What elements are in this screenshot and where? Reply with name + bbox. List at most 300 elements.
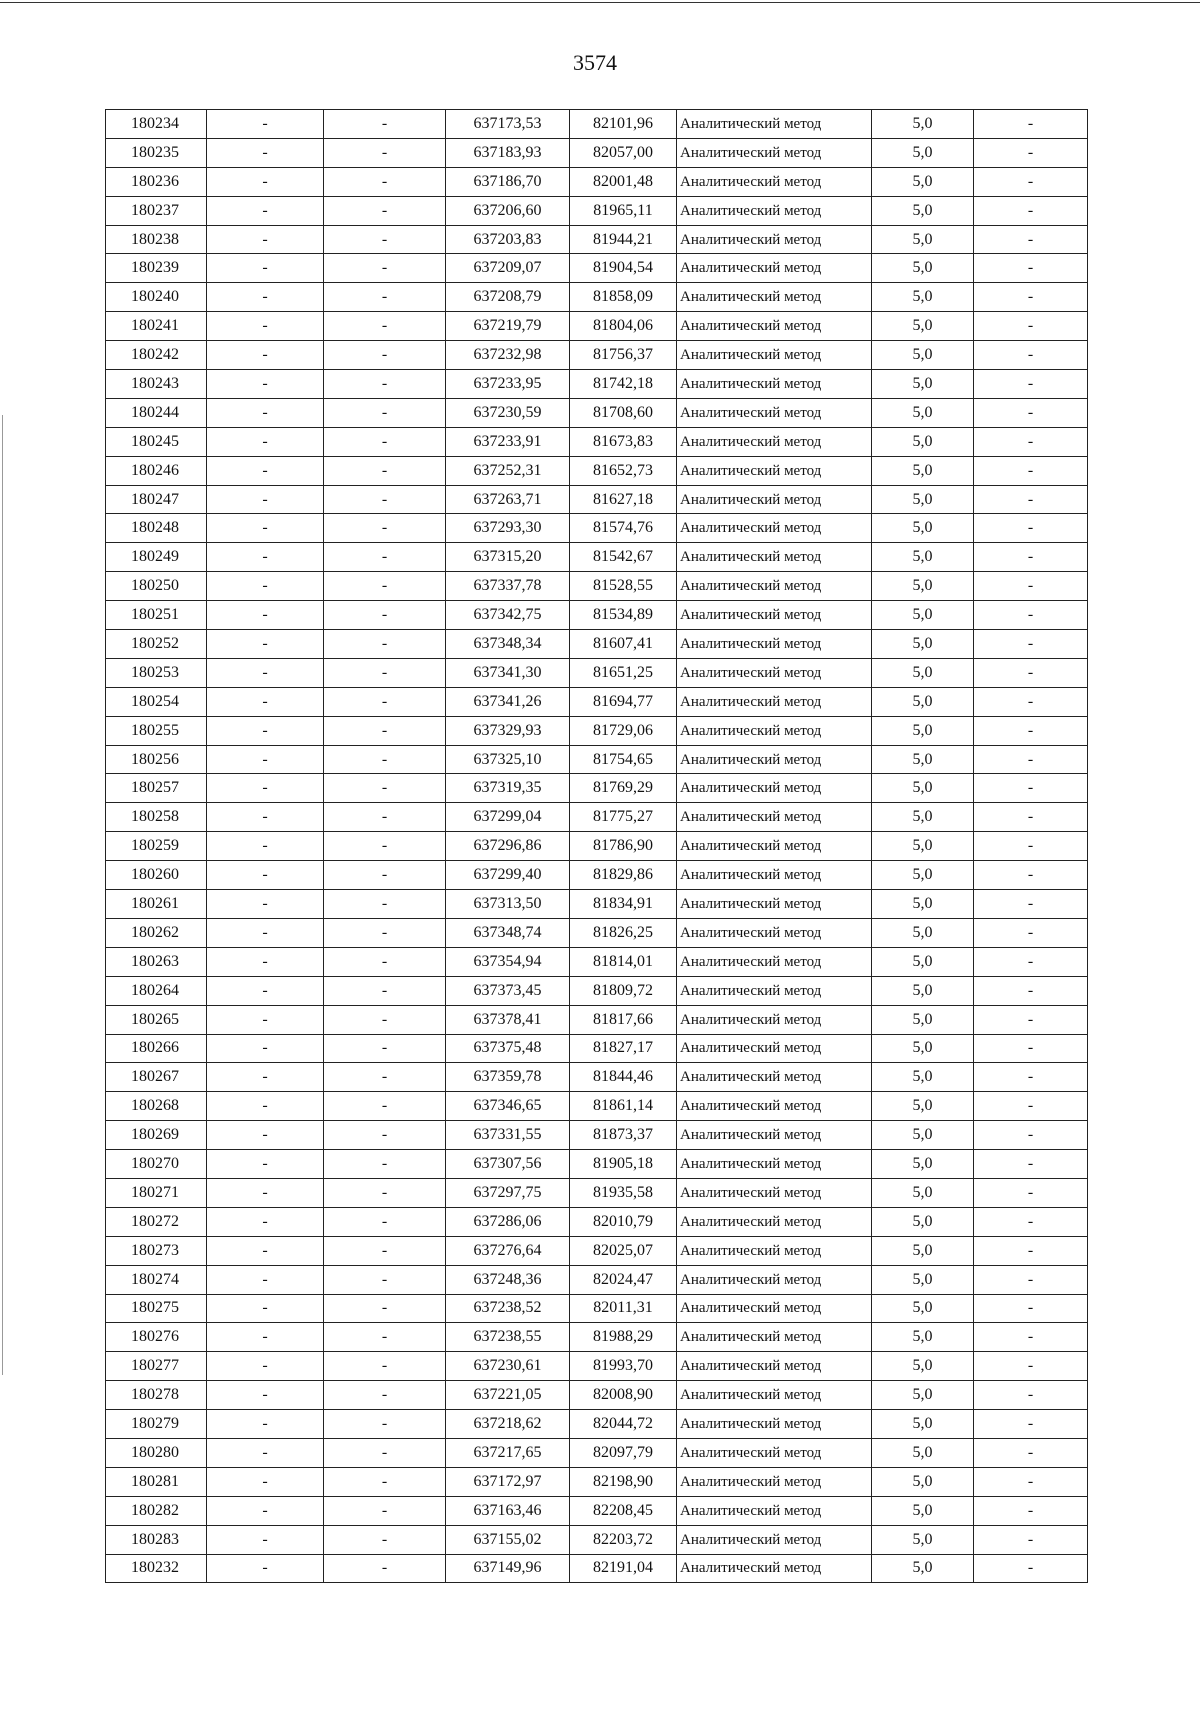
x-coordinate-cell: 637183,93 — [446, 138, 570, 167]
table-row — [106, 485, 1088, 514]
point-id-cell: 180249 — [106, 543, 207, 572]
empty-dash-cell: - — [324, 456, 446, 485]
accuracy-cell: 5,0 — [872, 890, 974, 919]
method-cell: Аналитический метод — [677, 947, 872, 976]
accuracy-cell: 5,0 — [872, 110, 974, 139]
accuracy-cell: 5,0 — [872, 976, 974, 1005]
method-cell: Аналитический метод — [677, 1063, 872, 1092]
accuracy-cell: 5,0 — [872, 1092, 974, 1121]
accuracy-cell: 5,0 — [872, 1034, 974, 1063]
x-coordinate-cell: 637219,79 — [446, 312, 570, 341]
accuracy-cell: 5,0 — [872, 341, 974, 370]
empty-dash-cell: - — [324, 630, 446, 659]
accuracy-cell: 5,0 — [872, 1150, 974, 1179]
point-id-cell: 180246 — [106, 456, 207, 485]
accuracy-cell: 5,0 — [872, 1410, 974, 1439]
point-id-cell: 180240 — [106, 283, 207, 312]
empty-dash-cell: - — [324, 1381, 446, 1410]
x-coordinate-cell: 637155,02 — [446, 1525, 570, 1554]
point-id-cell: 180256 — [106, 745, 207, 774]
method-cell: Аналитический метод — [677, 485, 872, 514]
method-cell: Аналитический метод — [677, 514, 872, 543]
table-row — [106, 1265, 1088, 1294]
empty-dash-cell: - — [974, 1294, 1088, 1323]
accuracy-cell: 5,0 — [872, 861, 974, 890]
empty-dash-cell: - — [974, 370, 1088, 399]
empty-dash-cell: - — [207, 1294, 324, 1323]
method-cell: Аналитический метод — [677, 1554, 872, 1583]
empty-dash-cell: - — [974, 1207, 1088, 1236]
accuracy-cell: 5,0 — [872, 947, 974, 976]
empty-dash-cell: - — [324, 687, 446, 716]
empty-dash-cell: - — [974, 312, 1088, 341]
y-coordinate-cell: 82025,07 — [570, 1236, 677, 1265]
table-row — [106, 774, 1088, 803]
table-row — [106, 1381, 1088, 1410]
table-row — [106, 196, 1088, 225]
empty-dash-cell: - — [324, 774, 446, 803]
accuracy-cell: 5,0 — [872, 196, 974, 225]
method-cell: Аналитический метод — [677, 1525, 872, 1554]
point-id-cell: 180269 — [106, 1121, 207, 1150]
empty-dash-cell: - — [974, 890, 1088, 919]
accuracy-cell: 5,0 — [872, 918, 974, 947]
empty-dash-cell: - — [974, 427, 1088, 456]
point-id-cell: 180257 — [106, 774, 207, 803]
accuracy-cell: 5,0 — [872, 427, 974, 456]
empty-dash-cell: - — [324, 803, 446, 832]
x-coordinate-cell: 637203,83 — [446, 225, 570, 254]
x-coordinate-cell: 637359,78 — [446, 1063, 570, 1092]
point-id-cell: 180260 — [106, 861, 207, 890]
empty-dash-cell: - — [324, 918, 446, 947]
empty-dash-cell: - — [974, 1005, 1088, 1034]
point-id-cell: 180239 — [106, 254, 207, 283]
empty-dash-cell: - — [207, 890, 324, 919]
empty-dash-cell: - — [974, 456, 1088, 485]
table-row — [106, 861, 1088, 890]
empty-dash-cell: - — [324, 427, 446, 456]
point-id-cell: 180272 — [106, 1207, 207, 1236]
x-coordinate-cell: 637238,55 — [446, 1323, 570, 1352]
point-id-cell: 180274 — [106, 1265, 207, 1294]
x-coordinate-cell: 637230,61 — [446, 1352, 570, 1381]
accuracy-cell: 5,0 — [872, 1121, 974, 1150]
table-row — [106, 572, 1088, 601]
x-coordinate-cell: 637299,04 — [446, 803, 570, 832]
y-coordinate-cell: 81775,27 — [570, 803, 677, 832]
method-cell: Аналитический метод — [677, 1438, 872, 1467]
empty-dash-cell: - — [207, 572, 324, 601]
empty-dash-cell: - — [974, 572, 1088, 601]
empty-dash-cell: - — [324, 1063, 446, 1092]
y-coordinate-cell: 81534,89 — [570, 601, 677, 630]
y-coordinate-cell: 81873,37 — [570, 1121, 677, 1150]
empty-dash-cell: - — [324, 658, 446, 687]
y-coordinate-cell: 81965,11 — [570, 196, 677, 225]
point-id-cell: 180263 — [106, 947, 207, 976]
table-row — [106, 687, 1088, 716]
method-cell: Аналитический метод — [677, 1352, 872, 1381]
method-cell: Аналитический метод — [677, 630, 872, 659]
method-cell: Аналитический метод — [677, 1207, 872, 1236]
method-cell: Аналитический метод — [677, 601, 872, 630]
method-cell: Аналитический метод — [677, 312, 872, 341]
empty-dash-cell: - — [974, 1496, 1088, 1525]
empty-dash-cell: - — [207, 1236, 324, 1265]
method-cell: Аналитический метод — [677, 658, 872, 687]
y-coordinate-cell: 81769,29 — [570, 774, 677, 803]
empty-dash-cell: - — [324, 543, 446, 572]
point-id-cell: 180234 — [106, 110, 207, 139]
accuracy-cell: 5,0 — [872, 543, 974, 572]
empty-dash-cell: - — [974, 745, 1088, 774]
y-coordinate-cell: 81904,54 — [570, 254, 677, 283]
empty-dash-cell: - — [207, 138, 324, 167]
point-id-cell: 180275 — [106, 1294, 207, 1323]
y-coordinate-cell: 81944,21 — [570, 225, 677, 254]
empty-dash-cell: - — [324, 312, 446, 341]
x-coordinate-cell: 637331,55 — [446, 1121, 570, 1150]
y-coordinate-cell: 81988,29 — [570, 1323, 677, 1352]
method-cell: Аналитический метод — [677, 110, 872, 139]
x-coordinate-cell: 637209,07 — [446, 254, 570, 283]
empty-dash-cell: - — [324, 254, 446, 283]
empty-dash-cell: - — [974, 138, 1088, 167]
empty-dash-cell: - — [324, 1438, 446, 1467]
point-id-cell: 180241 — [106, 312, 207, 341]
point-id-cell: 180281 — [106, 1467, 207, 1496]
x-coordinate-cell: 637297,75 — [446, 1178, 570, 1207]
x-coordinate-cell: 637206,60 — [446, 196, 570, 225]
method-cell: Аналитический метод — [677, 1150, 872, 1179]
method-cell: Аналитический метод — [677, 1092, 872, 1121]
empty-dash-cell: - — [974, 196, 1088, 225]
x-coordinate-cell: 637293,30 — [446, 514, 570, 543]
empty-dash-cell: - — [324, 485, 446, 514]
method-cell: Аналитический метод — [677, 254, 872, 283]
empty-dash-cell: - — [974, 225, 1088, 254]
empty-dash-cell: - — [207, 1005, 324, 1034]
point-id-cell: 180251 — [106, 601, 207, 630]
empty-dash-cell: - — [324, 1236, 446, 1265]
y-coordinate-cell: 81754,65 — [570, 745, 677, 774]
point-id-cell: 180253 — [106, 658, 207, 687]
point-id-cell: 180236 — [106, 167, 207, 196]
accuracy-cell: 5,0 — [872, 456, 974, 485]
empty-dash-cell: - — [324, 1323, 446, 1352]
x-coordinate-cell: 637299,40 — [446, 861, 570, 890]
method-cell: Аналитический метод — [677, 1467, 872, 1496]
x-coordinate-cell: 637186,70 — [446, 167, 570, 196]
table-row — [106, 514, 1088, 543]
empty-dash-cell: - — [207, 514, 324, 543]
empty-dash-cell: - — [207, 254, 324, 283]
empty-dash-cell: - — [207, 312, 324, 341]
empty-dash-cell: - — [324, 1092, 446, 1121]
method-cell: Аналитический метод — [677, 398, 872, 427]
method-cell: Аналитический метод — [677, 1236, 872, 1265]
point-id-cell: 180238 — [106, 225, 207, 254]
empty-dash-cell: - — [207, 1381, 324, 1410]
x-coordinate-cell: 637149,96 — [446, 1554, 570, 1583]
empty-dash-cell: - — [974, 110, 1088, 139]
method-cell: Аналитический метод — [677, 196, 872, 225]
x-coordinate-cell: 637319,35 — [446, 774, 570, 803]
y-coordinate-cell: 82001,48 — [570, 167, 677, 196]
empty-dash-cell: - — [207, 1410, 324, 1439]
method-cell: Аналитический метод — [677, 1496, 872, 1525]
empty-dash-cell: - — [974, 283, 1088, 312]
empty-dash-cell: - — [324, 861, 446, 890]
y-coordinate-cell: 82198,90 — [570, 1467, 677, 1496]
method-cell: Аналитический метод — [677, 370, 872, 399]
y-coordinate-cell: 81528,55 — [570, 572, 677, 601]
y-coordinate-cell: 81786,90 — [570, 832, 677, 861]
empty-dash-cell: - — [974, 658, 1088, 687]
x-coordinate-cell: 637378,41 — [446, 1005, 570, 1034]
empty-dash-cell: - — [974, 918, 1088, 947]
empty-dash-cell: - — [207, 1178, 324, 1207]
top-border-line — [0, 2, 1200, 3]
empty-dash-cell: - — [974, 514, 1088, 543]
y-coordinate-cell: 81756,37 — [570, 341, 677, 370]
table-row — [106, 427, 1088, 456]
empty-dash-cell: - — [207, 1554, 324, 1583]
empty-dash-cell: - — [324, 1525, 446, 1554]
empty-dash-cell: - — [207, 370, 324, 399]
y-coordinate-cell: 81861,14 — [570, 1092, 677, 1121]
empty-dash-cell: - — [974, 341, 1088, 370]
empty-dash-cell: - — [207, 1352, 324, 1381]
table-row — [106, 1294, 1088, 1323]
method-cell: Аналитический метод — [677, 456, 872, 485]
y-coordinate-cell: 82208,45 — [570, 1496, 677, 1525]
table-row — [106, 1005, 1088, 1034]
y-coordinate-cell: 81905,18 — [570, 1150, 677, 1179]
point-id-cell: 180283 — [106, 1525, 207, 1554]
accuracy-cell: 5,0 — [872, 398, 974, 427]
empty-dash-cell: - — [974, 485, 1088, 514]
point-id-cell: 180271 — [106, 1178, 207, 1207]
scan-edge-line — [2, 415, 3, 1375]
empty-dash-cell: - — [207, 1150, 324, 1179]
point-id-cell: 180247 — [106, 485, 207, 514]
empty-dash-cell: - — [974, 687, 1088, 716]
empty-dash-cell: - — [324, 110, 446, 139]
empty-dash-cell: - — [324, 1034, 446, 1063]
empty-dash-cell: - — [324, 138, 446, 167]
table-row — [106, 110, 1088, 139]
empty-dash-cell: - — [974, 1121, 1088, 1150]
y-coordinate-cell: 81993,70 — [570, 1352, 677, 1381]
x-coordinate-cell: 637307,56 — [446, 1150, 570, 1179]
accuracy-cell: 5,0 — [872, 601, 974, 630]
table-row — [106, 543, 1088, 572]
empty-dash-cell: - — [974, 1410, 1088, 1439]
accuracy-cell: 5,0 — [872, 1467, 974, 1496]
y-coordinate-cell: 81844,46 — [570, 1063, 677, 1092]
table-row — [106, 1410, 1088, 1439]
empty-dash-cell: - — [974, 254, 1088, 283]
empty-dash-cell: - — [974, 1467, 1088, 1496]
accuracy-cell: 5,0 — [872, 1207, 974, 1236]
method-cell: Аналитический метод — [677, 167, 872, 196]
empty-dash-cell: - — [974, 1525, 1088, 1554]
method-cell: Аналитический метод — [677, 572, 872, 601]
x-coordinate-cell: 637232,98 — [446, 341, 570, 370]
point-id-cell: 180280 — [106, 1438, 207, 1467]
empty-dash-cell: - — [974, 1150, 1088, 1179]
table-row — [106, 254, 1088, 283]
point-id-cell: 180278 — [106, 1381, 207, 1410]
point-id-cell: 180258 — [106, 803, 207, 832]
table-row — [106, 1150, 1088, 1179]
point-id-cell: 180237 — [106, 196, 207, 225]
empty-dash-cell: - — [324, 341, 446, 370]
x-coordinate-cell: 637252,31 — [446, 456, 570, 485]
empty-dash-cell: - — [974, 947, 1088, 976]
accuracy-cell: 5,0 — [872, 1381, 974, 1410]
method-cell: Аналитический метод — [677, 1410, 872, 1439]
accuracy-cell: 5,0 — [872, 370, 974, 399]
method-cell: Аналитический метод — [677, 1381, 872, 1410]
table-row — [106, 312, 1088, 341]
empty-dash-cell: - — [207, 918, 324, 947]
accuracy-cell: 5,0 — [872, 1294, 974, 1323]
table-row — [106, 1525, 1088, 1554]
method-cell: Аналитический метод — [677, 1178, 872, 1207]
empty-dash-cell: - — [324, 1207, 446, 1236]
table-row — [106, 341, 1088, 370]
y-coordinate-cell: 82011,31 — [570, 1294, 677, 1323]
empty-dash-cell: - — [324, 601, 446, 630]
method-cell: Аналитический метод — [677, 976, 872, 1005]
accuracy-cell: 5,0 — [872, 1496, 974, 1525]
y-coordinate-cell: 81627,18 — [570, 485, 677, 514]
empty-dash-cell: - — [207, 774, 324, 803]
table-row — [106, 1034, 1088, 1063]
point-id-cell: 180242 — [106, 341, 207, 370]
x-coordinate-cell: 637276,64 — [446, 1236, 570, 1265]
x-coordinate-cell: 637341,30 — [446, 658, 570, 687]
empty-dash-cell: - — [207, 1467, 324, 1496]
method-cell: Аналитический метод — [677, 1005, 872, 1034]
table-row — [106, 370, 1088, 399]
x-coordinate-cell: 637172,97 — [446, 1467, 570, 1496]
y-coordinate-cell: 82203,72 — [570, 1525, 677, 1554]
empty-dash-cell: - — [324, 1496, 446, 1525]
empty-dash-cell: - — [974, 1034, 1088, 1063]
method-cell: Аналитический метод — [677, 774, 872, 803]
y-coordinate-cell: 81814,01 — [570, 947, 677, 976]
empty-dash-cell: - — [207, 110, 324, 139]
point-id-cell: 180245 — [106, 427, 207, 456]
empty-dash-cell: - — [207, 1265, 324, 1294]
empty-dash-cell: - — [324, 283, 446, 312]
empty-dash-cell: - — [324, 947, 446, 976]
point-id-cell: 180232 — [106, 1554, 207, 1583]
accuracy-cell: 5,0 — [872, 1236, 974, 1265]
y-coordinate-cell: 81708,60 — [570, 398, 677, 427]
empty-dash-cell: - — [974, 1265, 1088, 1294]
x-coordinate-cell: 637342,75 — [446, 601, 570, 630]
empty-dash-cell: - — [207, 398, 324, 427]
point-id-cell: 180276 — [106, 1323, 207, 1352]
empty-dash-cell: - — [974, 601, 1088, 630]
table-row — [106, 1467, 1088, 1496]
empty-dash-cell: - — [207, 687, 324, 716]
method-cell: Аналитический метод — [677, 1323, 872, 1352]
method-cell: Аналитический метод — [677, 427, 872, 456]
empty-dash-cell: - — [207, 167, 324, 196]
accuracy-cell: 5,0 — [872, 1525, 974, 1554]
page-number: 3574 — [573, 50, 617, 75]
table-row — [106, 947, 1088, 976]
table-row — [106, 283, 1088, 312]
point-id-cell: 180261 — [106, 890, 207, 919]
empty-dash-cell: - — [207, 1496, 324, 1525]
y-coordinate-cell: 81742,18 — [570, 370, 677, 399]
method-cell: Аналитический метод — [677, 890, 872, 919]
empty-dash-cell: - — [207, 601, 324, 630]
y-coordinate-cell: 81694,77 — [570, 687, 677, 716]
empty-dash-cell: - — [207, 658, 324, 687]
empty-dash-cell: - — [974, 1236, 1088, 1265]
accuracy-cell: 5,0 — [872, 832, 974, 861]
empty-dash-cell: - — [324, 1294, 446, 1323]
empty-dash-cell: - — [974, 1092, 1088, 1121]
empty-dash-cell: - — [324, 890, 446, 919]
point-id-cell: 180244 — [106, 398, 207, 427]
y-coordinate-cell: 82101,96 — [570, 110, 677, 139]
y-coordinate-cell: 82097,79 — [570, 1438, 677, 1467]
point-id-cell: 180266 — [106, 1034, 207, 1063]
x-coordinate-cell: 637248,36 — [446, 1265, 570, 1294]
table-row — [106, 1438, 1088, 1467]
empty-dash-cell: - — [974, 1178, 1088, 1207]
empty-dash-cell: - — [324, 1150, 446, 1179]
empty-dash-cell: - — [207, 1034, 324, 1063]
empty-dash-cell: - — [207, 1063, 324, 1092]
empty-dash-cell: - — [207, 427, 324, 456]
y-coordinate-cell: 82008,90 — [570, 1381, 677, 1410]
x-coordinate-cell: 637341,26 — [446, 687, 570, 716]
empty-dash-cell: - — [974, 976, 1088, 1005]
y-coordinate-cell: 81827,17 — [570, 1034, 677, 1063]
empty-dash-cell: - — [324, 1265, 446, 1294]
accuracy-cell: 5,0 — [872, 803, 974, 832]
empty-dash-cell: - — [207, 630, 324, 659]
empty-dash-cell: - — [207, 1092, 324, 1121]
accuracy-cell: 5,0 — [872, 658, 974, 687]
empty-dash-cell: - — [974, 1438, 1088, 1467]
table-row — [106, 1178, 1088, 1207]
empty-dash-cell: - — [324, 398, 446, 427]
empty-dash-cell: - — [207, 341, 324, 370]
method-cell: Аналитический метод — [677, 803, 872, 832]
table-row — [106, 630, 1088, 659]
x-coordinate-cell: 637233,95 — [446, 370, 570, 399]
point-id-cell: 180243 — [106, 370, 207, 399]
x-coordinate-cell: 637296,86 — [446, 832, 570, 861]
y-coordinate-cell: 82057,00 — [570, 138, 677, 167]
empty-dash-cell: - — [207, 861, 324, 890]
table-row — [106, 1496, 1088, 1525]
y-coordinate-cell: 81804,06 — [570, 312, 677, 341]
x-coordinate-cell: 637286,06 — [446, 1207, 570, 1236]
table-row — [106, 832, 1088, 861]
